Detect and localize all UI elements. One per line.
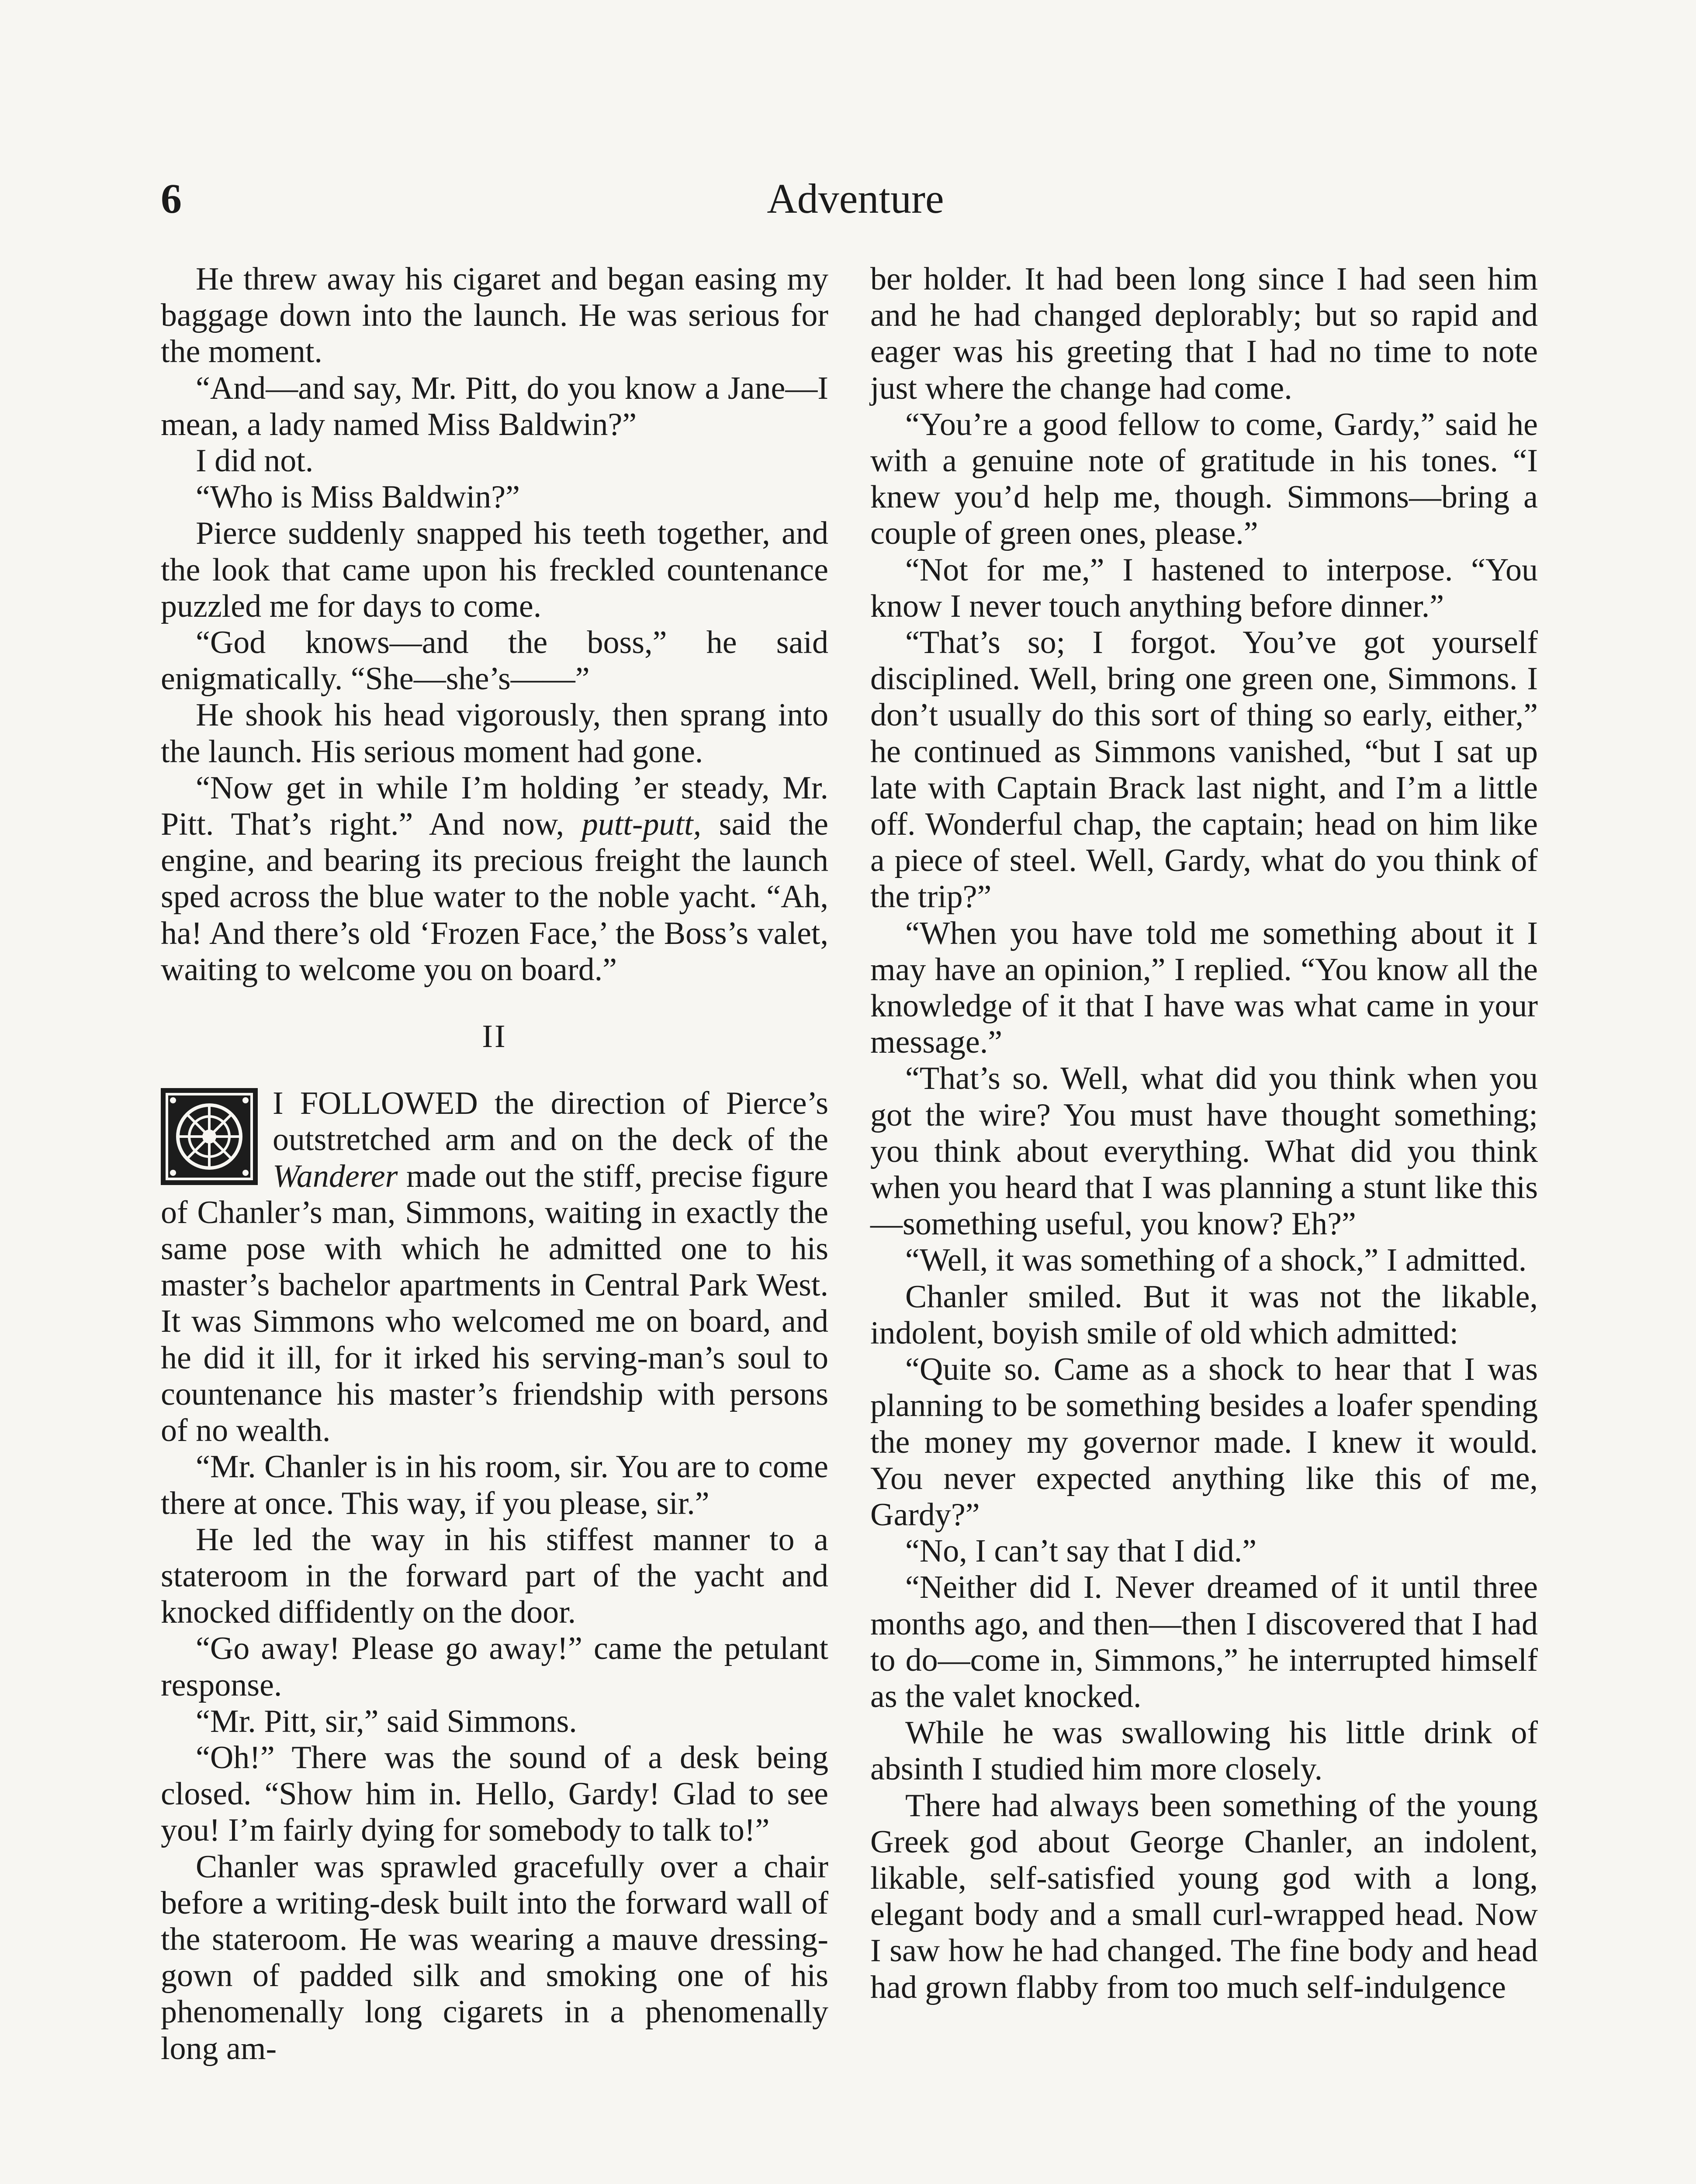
left-column xyxy=(161,261,828,2067)
paragraph: While he was swallowing his little drink of absinth I studied him more closely. xyxy=(870,1715,1538,1787)
page-header xyxy=(161,162,1550,236)
paragraph: “Neither did I. Never dreamed of it until three months ago, and then—then I discovered that I had to do—come in, Simmons,” he interrupted himself as the valet knocked. xyxy=(870,1569,1538,1714)
paragraph: “Well, it was something of a shock,” I admitted. xyxy=(905,1242,1527,1279)
paragraph: He led the way in his stiffest manner to a stateroom in the forward part of the yacht and knocked diffidently on the door. xyxy=(161,1521,828,1631)
paragraph: “You’re a good fellow to come, Gardy,” said he with a genuine note of gratitude in his tones. “I knew you’d help me, though. Simmons—bring a couple of green ones, please.” xyxy=(870,406,1538,552)
paragraph: Pierce suddenly snapped his teeth together, and the look that came upon his freckled countenance puzzled me for days to come. xyxy=(161,515,828,624)
paragraph: “Oh!” There was the sound of a desk being closed. “Show him in. Hello, Gardy! Glad to see you! I’m fairly dying for somebody to talk to!” xyxy=(161,1739,828,1849)
paragraph: There had always been something of the young Greek god about George Chanler, an indolent, likable, self-satisfied young god with a long, elegant body and a small curl-wrapped head. Now I saw how he had changed. The fine body and head had grown flabby from too much self-indulgence xyxy=(870,1787,1538,2005)
running-head-title: Adventure xyxy=(767,175,944,222)
paragraph: “No, I can’t say that I did.” xyxy=(905,1533,1257,1569)
paragraph: “Mr. Pitt, sir,” said Simmons. xyxy=(196,1703,577,1739)
text-run: said the engine, and bearing its precious freight the launch sped across the blue water to the noble yacht. “Ah, ha! And there’s old ‘Frozen Face,’ the Boss’s valet, waiting to welcome you on board.” xyxy=(161,806,828,988)
paragraph: “Who is Miss Baldwin?” xyxy=(196,479,520,515)
paragraph: He threw away his cigaret and began easing my baggage down into the launch. He was serious for the moment. xyxy=(161,261,828,370)
paragraph: “Mr. Chanler is in his room, sir. You are to come there at once. This way, if you please, sir.” xyxy=(161,1449,828,1521)
paragraph: “That’s so. Well, what did you think when you got the wire? You must have thought something; you think about everything. What did you think when you heard that I was planning a stunt like this—something useful, you know? Eh?” xyxy=(870,1061,1538,1242)
paragraph: “Not for me,” I hastened to interpose. “You know I never touch anything before dinner.” xyxy=(870,552,1538,624)
right-column xyxy=(870,261,1538,2006)
paragraph: “And—and say, Mr. Pitt, do you know a Jane—I mean, a lady named Miss Baldwin?” xyxy=(161,370,828,442)
paragraph: “Quite so. Came as a shock to hear that I was planning to be something besides a loafer spending the money my governor made. I knew it would. You never expected anything like this of me, Gardy?” xyxy=(870,1351,1538,1533)
italic-text: Wanderer xyxy=(273,1158,398,1194)
italic-text: putt-putt, xyxy=(581,806,702,843)
paragraph: Chanler was sprawled gracefully over a chair before a writing-desk built into the forward wall of the stateroom. He was wearing a mauve dressing-gown of padded silk and smoking one of his phenomenally long cigarets in a phenomenally long am- xyxy=(161,1849,828,2067)
paragraph: “Go away! Please go away!” came the petulant response. xyxy=(161,1631,828,1703)
paragraph: “That’s so; I forgot. You’ve got yourself disciplined. Well, bring one green one, Simmons. I don’t usually do this sort of thing so early, either,” he continued as Simmons vanished, “but I sat up late with Captain Brack last night, and I’m a little off. Wonderful chap, the captain; head on him like a piece of steel. Well, Gardy, what do you think of the trip?” xyxy=(870,625,1538,915)
paragraph: “God knows—and the boss,” he said enigmatically. “She—she’s——” xyxy=(161,625,828,697)
section-heading: II xyxy=(482,1019,507,1055)
page-number: 6 xyxy=(161,175,182,222)
ornamental-rosette-icon xyxy=(161,1088,258,1185)
paragraph: ber holder. It had been long since I had seen him and he had changed deplorably; but so rapid and eager was his greeting that I had no time to note just where the change had come. xyxy=(870,261,1538,406)
text-run: made out the stiff, precise figure of Chanler’s man, Simmons, waiting in exactly the same pose with which he admitted one to his master’s bachelor apartments in Central Park West. It was Simmons who welcomed me on board, and he did it ill, for it irked his serving-man’s soul to countenance his master’s friendship with persons of no wealth. xyxy=(161,1158,828,1449)
paragraph: Chanler smiled. But it was not the likable, indolent, boyish smile of old which admitted: xyxy=(870,1279,1538,1351)
paragraph xyxy=(161,770,828,988)
paragraph-with-dropcap xyxy=(161,1085,828,1449)
paragraph: He shook his head vigorously, then sprang into the launch. His serious moment had gone. xyxy=(161,697,828,770)
text-run: “Now get in while I’m holding ’er steady, Mr. Pitt. That’s right.” And now, xyxy=(161,770,828,843)
paragraph: “When you have told me something about it I may have an opinion,” I replied. “You know all the knowledge of it that I have was what came in your message.” xyxy=(870,915,1538,1061)
text-run: I FOLLOWED the direction of Pierce’s outstretched arm and on the deck of the xyxy=(273,1085,828,1158)
paragraph: I did not. xyxy=(196,443,314,479)
